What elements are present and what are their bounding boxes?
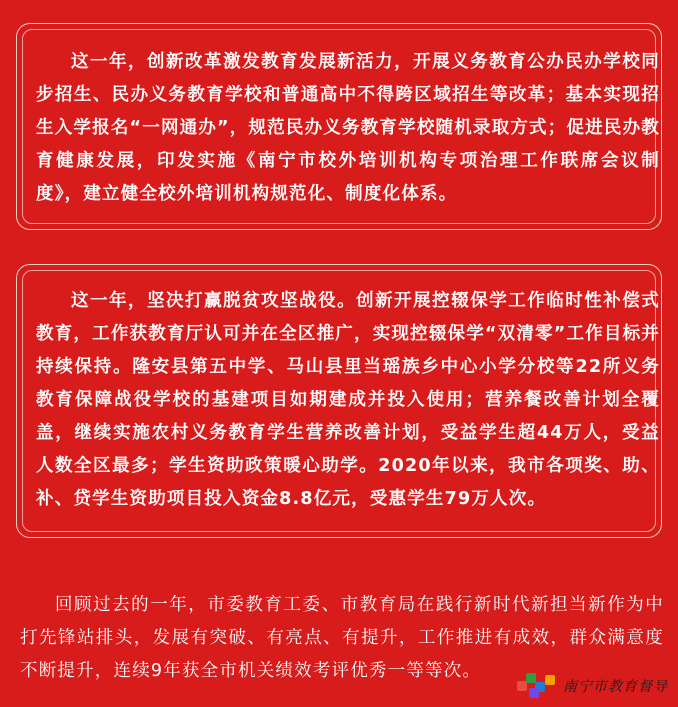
paragraph-poverty: 这一年，坚决打赢脱贫攻坚战役。创新开展控辍保学工作临时性补偿式教育，工作获教育厅认可并在全区推广，实现控辍保学“双清零”工作目标并持续保持。隆安县第五中学、马山县里当瑶族乡中心小学分校等22所义务教育保障战役学校的基建项目如期建成并投入使用；营养餐改善计划全覆盖，继续实施农村义务教育学生营养改善计划，受益学生超44万人，受益人数全区最多；学生资助政策暖心助学。2020年以来，我市各项奖、助、补、贷学生资助项目投入资金8.8亿元，受惠学生79万人次。 <box>36 291 660 509</box>
logo <box>517 673 668 699</box>
paragraph-reform: 这一年，创新改革激发教育发展新活力，开展义务教育公办民办学校同步招生、民办义务教育学校和普通高中不得跨区域招生等改革；基本实现招生入学报名“一网通办”，规范民办义务教育学校随机录取方式；促进民办教育健康发展，印发实施《南宁市校外培训机构专项治理工作联席会议制度》，建立健全校外培训机构规范化、制度化体系。 <box>36 52 660 204</box>
paragraph-closing: 回顾过去的一年，市委教育工委、市教育局在践行新时代新担当新作为中打先锋站排头，发展有突破、有亮点、有提升，工作推进有成效，群众满意度不断提升，连续9年获全市机关绩效考评优秀一等等次。 <box>20 595 664 681</box>
colorful-blocks-logo-icon <box>517 673 557 699</box>
logo-text: 南宁市教育督导 <box>563 679 668 695</box>
